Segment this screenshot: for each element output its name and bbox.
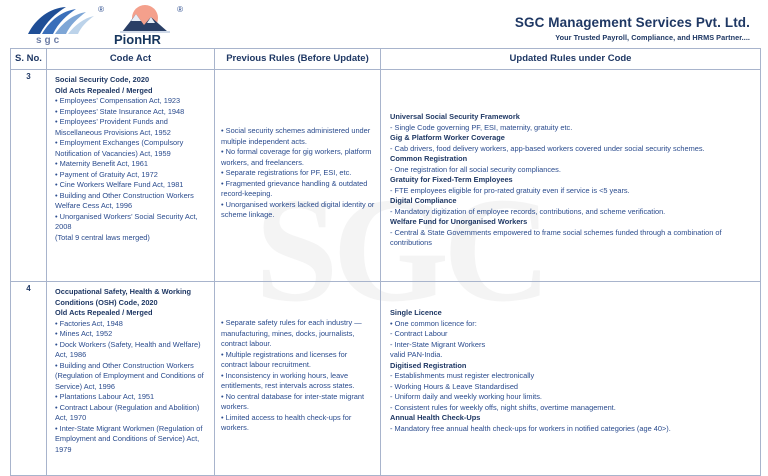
cell-text-line: • Unorganised Workers’ Social Security Act, 2008 [55,211,198,232]
cell-heading-line: Occupational Safety, Health & Working Conditions (OSH) Code, 2020 [55,287,192,307]
cell-text-line: - Contract Labour [390,329,448,339]
row-previous-rules [215,70,381,282]
cell-text-line: • One common licence for: [390,318,477,328]
cell-heading-line: Common Registration [390,154,468,164]
cell-text-line: • Employees’ Provident Funds and Miscellaneous Provisions Act, 1952 [55,117,171,137]
column-header-updated-rules: Updated Rules under Code [381,49,761,70]
table-row [11,70,761,282]
cell-text-line: - Working Hours & Leave Standardised [390,381,519,391]
page-header [0,0,768,48]
cell-heading-line: Old Acts Repealed / Merged [55,85,153,95]
sgc-wordmark: sgc [36,35,63,46]
cell-text-line: • Separate safety rules for each industry — manufacturing, mines, docks, journalists, contract labour. [221,318,362,349]
cell-text-line: - Mandatory free annual health check-ups for workers in notified categories (age 40>). [390,423,671,433]
pionhr-logo [114,4,183,47]
row-updated-rules [381,70,761,282]
row-updated-rules [381,282,761,476]
row-code-act [47,70,215,282]
cell-text-line: • Employees’ Compensation Act, 1923 [55,96,181,106]
cell-heading-line: Digitised Registration [390,360,467,370]
column-header-code-act: Code Act [47,49,215,70]
company-identity [515,4,758,42]
table-header-row [11,49,761,70]
cell-text-line: • Mines Act, 1952 [55,329,113,339]
cell-text-line: - FTE employees eligible for pro-rated gratuity even if service is <5 years. [390,185,630,195]
row-code-act [47,282,215,476]
cell-text-line: • Contract Labour (Regulation and Abolition) Act, 1970 [55,402,200,423]
cell-text-line: • Inconsistency in working hours, leave entitlements, rest intervals across states. [221,370,355,391]
table-body [11,70,761,476]
cell-text-line: - Single Code governing PF, ESI, maternity, gratuity etc. [390,122,573,132]
cell-text-line: • Unorganised workers lacked digital identity or scheme linkage. [221,199,375,220]
column-header-previous-rules: Previous Rules (Before Update) [215,49,381,70]
cell-text-line: - Establishments must register electronically [390,371,535,381]
cell-heading-line: Welfare Fund for Unorganised Workers [390,217,528,227]
cell-text-line: • Multiple registrations and licenses for contract labour recruitment. [221,349,348,370]
cell-text-line: • No central database for inter-state migrant workers. [221,391,365,412]
cell-text-line: - Cab drivers, food delivery workers, app-based workers covered under social security schemes. [390,143,705,153]
cell-text-line: • Dock Workers (Safety, Health and Welfare) Act, 1986 [55,339,201,360]
cell-text-line: valid PAN-India. [390,350,443,360]
pionhr-wordmark: PionHR [114,32,161,47]
labour-codes-table [10,48,761,476]
cell-text-line: • Limited access to health check-ups for workers. [221,412,352,433]
row-previous-rules [215,282,381,476]
cell-text-line: • Cine Workers Welfare Fund Act, 1981 [55,180,184,190]
cell-text-line: • Inter-State Migrant Workmen (Regulation of Employment and Conditions of Service) Act, 1979 [55,423,203,454]
cell-text-line: • Employment Exchanges (Compulsory Notification of Vacancies) Act, 1959 [55,138,184,158]
pionhr-registered-icon: ® [177,5,183,14]
cell-text-line: - Inter-State Migrant Workers [390,339,486,349]
row-serial-number: 4 [11,282,47,476]
cell-heading-line: Old Acts Repealed / Merged [55,308,153,318]
cell-text-line: - Consistent rules for weekly offs, night shifts, overtime management. [390,402,616,412]
column-header-sno: S. No. [11,49,47,70]
company-name: SGC Management Services Pvt. Ltd. [514,15,750,30]
cell-text-line: • Separate registrations for PF, ESI, etc. [221,168,352,178]
cell-text-line: • Building and Other Construction Workers Welfare Cess Act, 1996 [55,190,194,211]
cell-text-line: • No formal coverage for gig workers, platform workers, and freelancers. [221,147,372,167]
row-serial-number: 3 [11,70,47,282]
labour-codes-table-container [0,48,768,476]
cell-heading-line: Single Licence [390,308,442,317]
sgc-logo [22,4,104,46]
cell-text-line: • Maternity Benefit Act, 1961 [55,159,148,169]
cell-text-line: • Payment of Gratuity Act, 1972 [55,169,158,179]
cell-heading-line: Social Security Code, 2020 [55,75,150,84]
cell-text-line: • Plantations Labour Act, 1951 [55,392,155,402]
cell-text-line: • Factories Act, 1948 [55,318,123,328]
cell-heading-line: Annual Health Check-Ups [390,413,481,423]
cell-text-line: (Total 9 central laws merged) [55,232,150,242]
cell-text-line: - Mandatory digitization of employee records, contributions, and scheme verification. [390,206,666,216]
cell-text-line: • Fragmented grievance handling & outdated record-keeping. [221,178,368,199]
cell-heading-line: Universal Social Security Framework [390,112,520,121]
cell-heading-line: Digital Compliance [390,196,457,206]
company-tagline: Your Trusted Payroll, Compliance, and HRMS Partner.... [555,33,750,42]
cell-text-line: - Uniform daily and weekly working hour limits. [390,392,542,402]
table-row [11,282,761,476]
sgc-swoosh-icon [22,4,100,38]
cell-heading-line: Gig & Platform Worker Coverage [390,133,505,143]
cell-text-line: - One registration for all social security compliances. [390,164,561,174]
sgc-registered-icon: ® [98,5,104,14]
cell-text-line: • Building and Other Construction Workers (Regulation of Employment and Conditions of Service) Act, 1996 [55,360,204,391]
brand-logos [22,4,183,47]
cell-text-line: • Employees’ State Insurance Act, 1948 [55,106,185,116]
cell-heading-line: Gratuity for Fixed-Term Employees [390,175,513,185]
cell-text-line: - Central & State Governments empowered to frame social schemes funded through a combination of contributions [390,227,722,248]
cell-text-line: • Social security schemes administered under multiple independent acts. [221,126,371,146]
